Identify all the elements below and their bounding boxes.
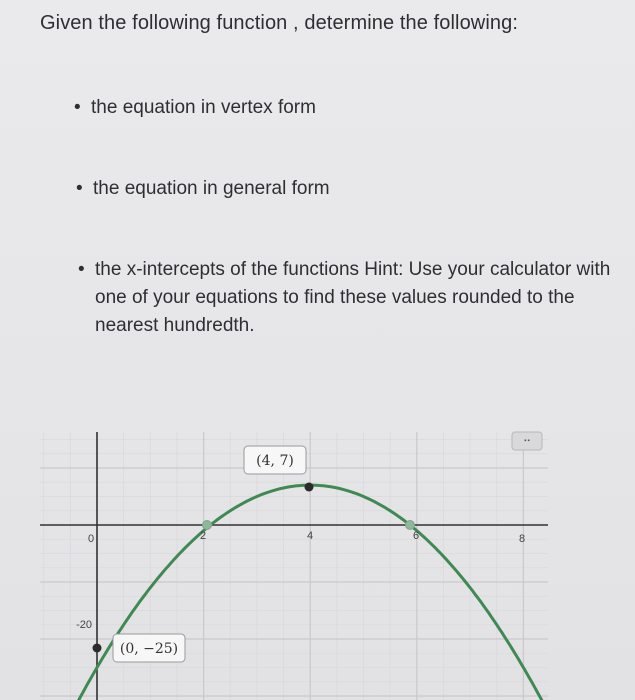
bullet-dot: • [78,259,85,280]
bullet-text: the equation in general form [93,178,330,199]
x-tick-label-6: 6 [412,530,420,542]
y-intercept-point[interactable] [93,644,102,653]
vertex-label: (4, 7) [256,453,294,469]
bullet-text: the equation in vertex form [91,97,316,118]
bullet-dot: • [74,97,81,118]
y-intercept-label: (0, −25) [119,641,179,657]
x-tick-label-0: 0 [87,533,95,545]
bullet-x-intercepts [78,256,618,346]
bullet-text: the x-intercepts of the functions Hint: Use your calculator with one of your equations to find these values rounded to the nearest hundredth. [95,259,611,336]
y-tick-label-neg20: -20 [76,619,92,631]
question-title: Given the following function , determine the following: [40,12,518,34]
x-intercept-right-point[interactable] [406,521,415,530]
x-tick-label-2: 2 [199,530,207,542]
x-intercept-left-point[interactable] [203,521,212,530]
vertex-point[interactable] [305,483,314,492]
graph-svg [0,430,635,700]
graph-menu-icon[interactable]: ⠒ [522,435,532,448]
bullet-general-form [76,175,396,203]
function-graph [0,430,635,700]
x-tick-label-8: 8 [518,533,526,545]
x-tick-label-4: 4 [306,530,314,542]
bullet-vertex-form [74,94,394,122]
bullet-dot: • [76,178,83,199]
